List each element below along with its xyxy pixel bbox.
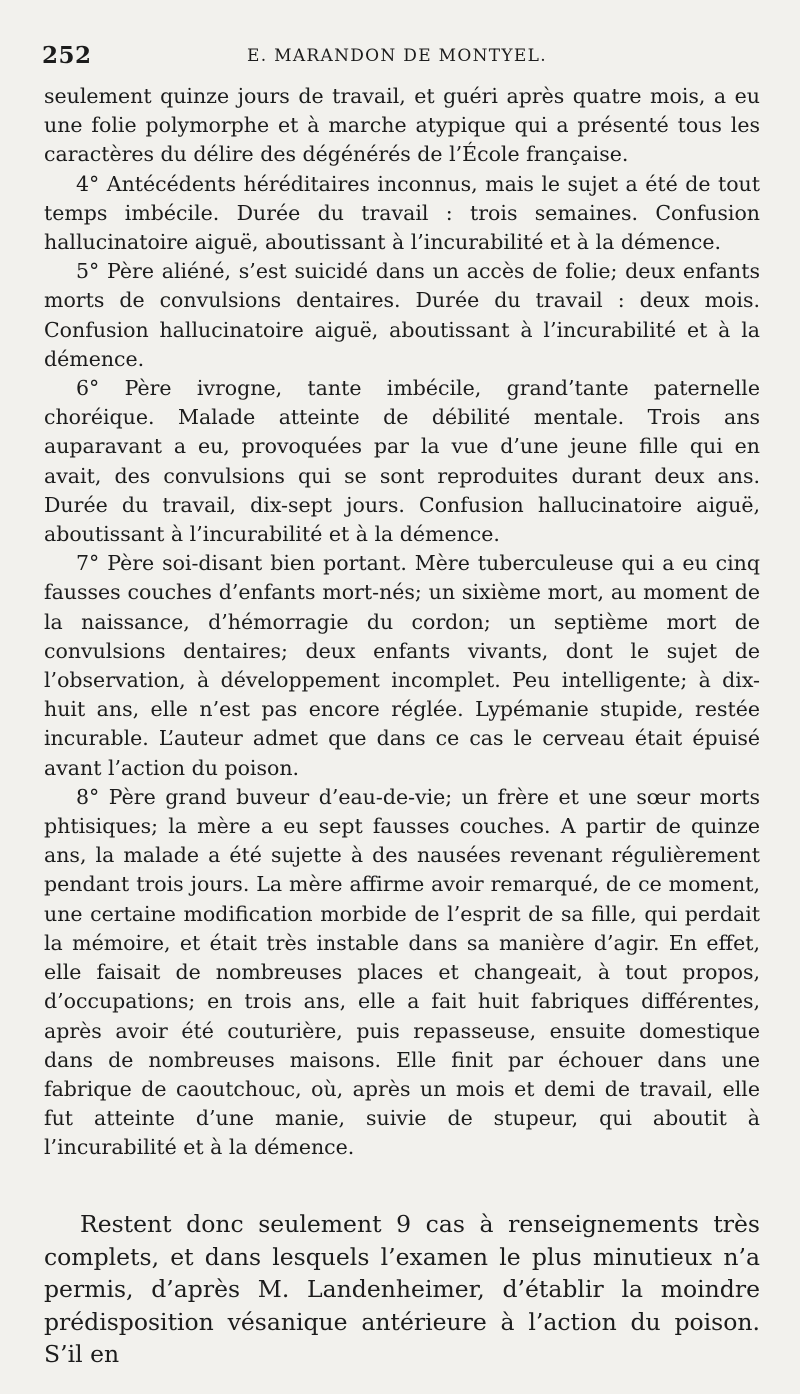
observation-4: 4° Antécédents héréditaires inconnus, mais le sujet a été de tout temps imbécile. Durée du travail : trois semaines. Confusion hallucinatoire aiguë, aboutissant à l’incurabilité et à la démence. — [44, 171, 760, 255]
paragraph-continuation: seulement quinze jours de travail, et guéri après quatre mois, a eu une folie polymorphe et à marche atypique qui a présenté tous les caractères du délire des dégénérés de l’École française. — [44, 84, 760, 167]
conclusion-section — [44, 1208, 760, 1371]
observations-section — [44, 82, 760, 1163]
observation-7: 7° Père soi-disant bien portant. Mère tuberculeuse qui a eu cinq fausses couches d’enfants mort-nés; un sixième mort, au moment de la naissance, d’hémorragie du cordon; un septième mort de convulsions dentaires; deux enfants vivants, dont le sujet de l’observation, à développement incomplet. Peu intelligente; à dix-huit ans, elle n’est pas encore réglée. Lypémanie stupide, restée incurable. L’auteur admet que dans ce cas le cerveau était épuisé avant l’action du poison. — [44, 551, 760, 780]
conclusion-paragraph: Restent donc seulement 9 cas à renseignements très complets, et dans lesquels l’examen le plus minutieux n’a permis, d’après M. Landenheimer, d’établir la moindre prédisposition vésanique antérieure à l’action du poison. S’il en — [44, 1210, 760, 1368]
page-number: 252 — [42, 42, 92, 69]
observation-8: 8° Père grand buveur d’eau-de-vie; un frère et une sœur morts phtisiques; la mère a eu sept fausses couches. A partir de quinze ans, la malade a été sujette à des nausées revenant régulièrement pendant trois jours. La mère affirme avoir remarqué, de ce moment, une certaine modification morbide de l’esprit de sa fille, qui perdait la mémoire, et était très instable dans sa manière d’agir. En effet, elle faisait de nombreuses places et changeait, à tout propos, d’occupations; en trois ans, elle a fait huit fabriques différentes, après avoir été couturière, puis repasseuse, ensuite domestique dans de nombreuses maisons. Elle finit par échouer dans une fabrique de caoutchouc, où, après un mois et demi de travail, elle fut atteinte d’une manie, suivie de stupeur, qui aboutit à l’incurabilité et à la démence. — [44, 784, 760, 1160]
running-title: E. MARANDON DE MONTYEL. — [247, 46, 547, 66]
observation-5: 5° Père aliéné, s’est suicidé dans un accès de folie; deux enfants morts de convulsions dentaires. Durée du travail : deux mois. Confusion hallucinatoire aiguë, aboutissant à l’incurabilité et à la démence. — [44, 259, 760, 371]
page-header — [42, 42, 758, 72]
observation-6: 6° Père ivrogne, tante imbécile, grand’tante paternelle choréique. Malade atteinte de débilité mentale. Trois ans auparavant a eu, provoquées par la vue d’une jeune fille qui en avait, des convulsions qui se sont reproduites durant deux ans. Durée du travail, dix-sept jours. Confusion hallucinatoire aiguë, aboutissant à l’incurabilité et à la démence. — [44, 376, 760, 547]
